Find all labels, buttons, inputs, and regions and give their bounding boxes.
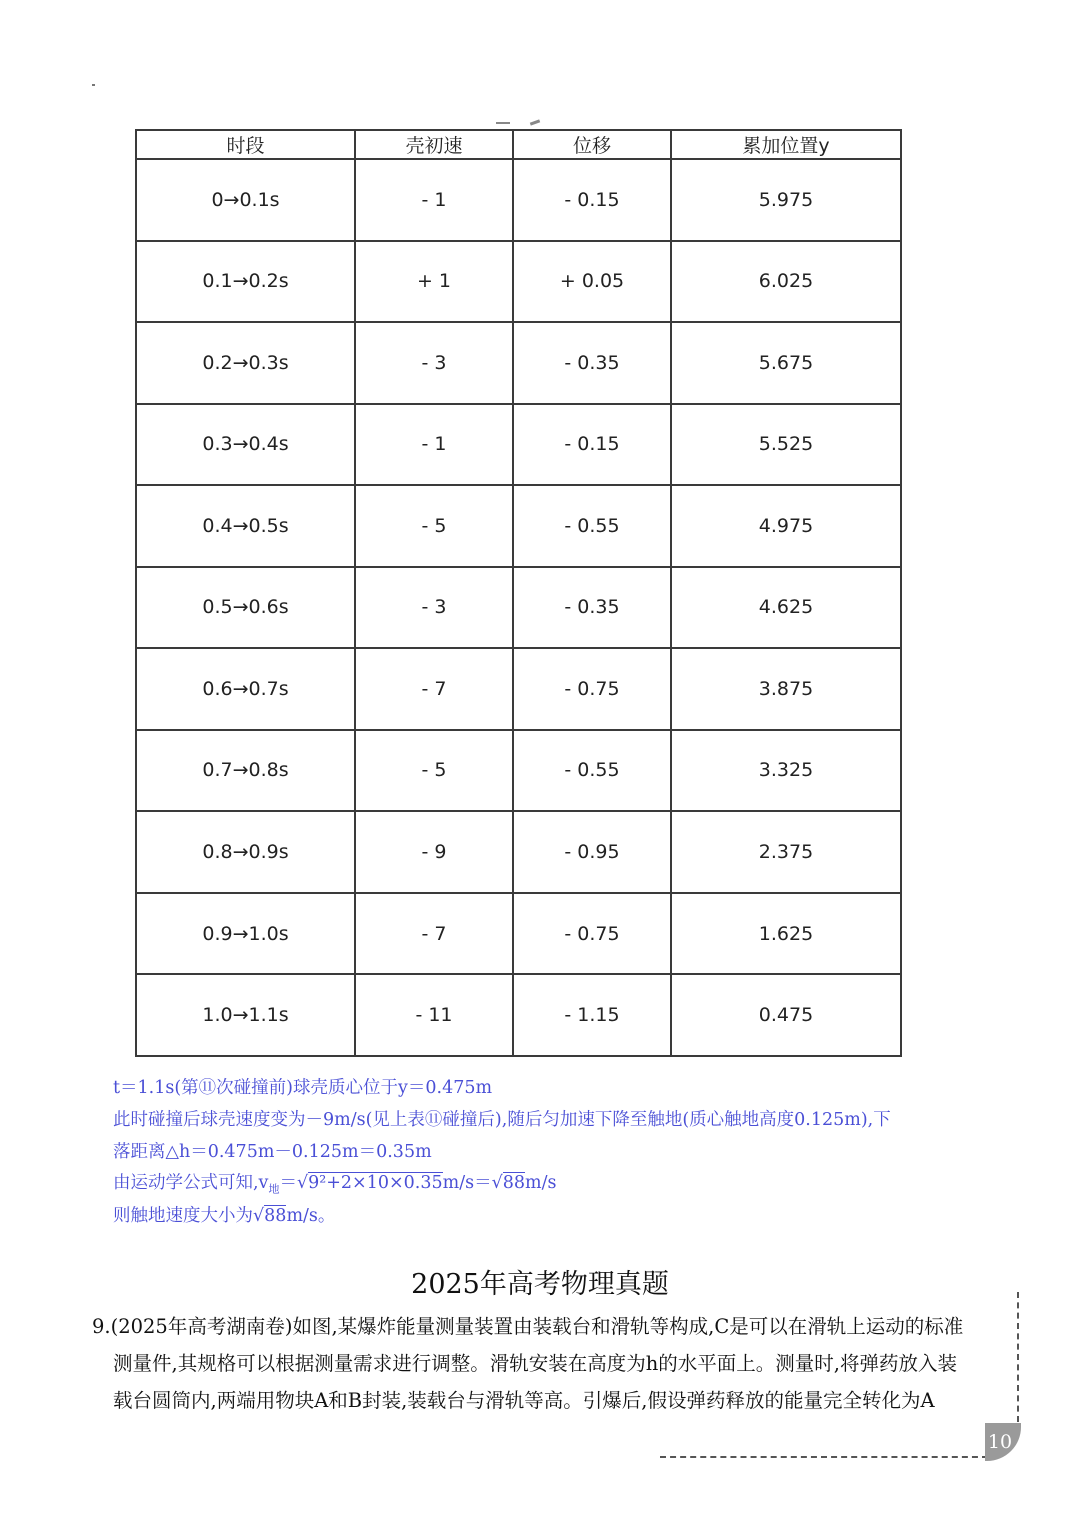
- table-cell: 0.9→1.0s: [136, 893, 355, 975]
- table-cell: 5.675: [671, 322, 901, 404]
- table-cell: 0.4→0.5s: [136, 485, 355, 567]
- table-cell: 5.975: [671, 159, 901, 241]
- table-cell: 0.475: [671, 974, 901, 1056]
- table-cell: - 0.95: [513, 811, 671, 893]
- table-cell: 3.325: [671, 730, 901, 812]
- table-cell: 4.625: [671, 567, 901, 649]
- table-cell: - 1: [355, 159, 513, 241]
- table-cell: 0.6→0.7s: [136, 648, 355, 730]
- table-cell: 3.875: [671, 648, 901, 730]
- table-cell: - 3: [355, 567, 513, 649]
- solution-line-1: t＝1.1s(第⑪次碰撞前)球壳质心位于y＝0.475m: [113, 1078, 493, 1098]
- table-cell: 2.375: [671, 811, 901, 893]
- table-row: [136, 730, 901, 812]
- formula-subscript: 地: [268, 1182, 280, 1196]
- table-cell: 0→0.1s: [136, 159, 355, 241]
- table-cell: - 3: [355, 322, 513, 404]
- table-cell: - 0.15: [513, 159, 671, 241]
- table-row: [136, 485, 901, 567]
- table-cell: 0.1→0.2s: [136, 241, 355, 323]
- table-row: [136, 648, 901, 730]
- radicand: 88: [502, 1173, 526, 1193]
- radicand: 88: [264, 1206, 287, 1226]
- table-cell: - 0.75: [513, 893, 671, 975]
- question-line-2: 测量件,其规格可以根据测量需求进行调整。滑轨安装在高度为h的水平面上。测量时,将弹药放入装: [113, 1352, 957, 1375]
- table-row: [136, 974, 901, 1056]
- table-row: [136, 404, 901, 486]
- question-line-3: 载台圆筒内,两端用物块A和B封装,装载台与滑轨等高。引爆后,假设弹药释放的能量完全转化为A: [113, 1389, 935, 1412]
- header-time-period: 时段: [136, 130, 355, 159]
- table-header-row: [136, 130, 901, 159]
- dashed-border-vertical: [1017, 1292, 1019, 1422]
- table-cell: - 0.75: [513, 648, 671, 730]
- formula-middle: m/s＝: [442, 1173, 492, 1193]
- conclusion-prefix: 则触地速度大小为: [113, 1206, 253, 1226]
- table-cell: - 0.55: [513, 730, 671, 812]
- table-cell: + 0.05: [513, 241, 671, 323]
- table-cell: - 5: [355, 485, 513, 567]
- page-number-tab: [985, 1423, 1021, 1461]
- table-cell: - 1.15: [513, 974, 671, 1056]
- table-cell: - 9: [355, 811, 513, 893]
- table-cell: - 1: [355, 404, 513, 486]
- table-cell: - 11: [355, 974, 513, 1056]
- table-row: [136, 567, 901, 649]
- table-row: [136, 893, 901, 975]
- header-initial-velocity: 壳初速: [355, 130, 513, 159]
- table-cell: - 0.15: [513, 404, 671, 486]
- section-title: 2025年高考物理真题: [411, 1269, 669, 1300]
- table-cell: - 5: [355, 730, 513, 812]
- sqrt-sign: √: [491, 1173, 503, 1193]
- solution-line-3: 落距离△h＝0.475m－0.125m＝0.35m: [113, 1142, 432, 1162]
- table-cell: 0.8→0.9s: [136, 811, 355, 893]
- table-cell: 0.3→0.4s: [136, 404, 355, 486]
- solution-line-4: [113, 1169, 557, 1197]
- table-cell: 1.625: [671, 893, 901, 975]
- solution-line-5: [113, 1202, 335, 1227]
- table-cell: 5.525: [671, 404, 901, 486]
- formula-equals: ＝: [279, 1173, 297, 1193]
- table-cell: 1.0→1.1s: [136, 974, 355, 1056]
- table-cell: 0.2→0.3s: [136, 322, 355, 404]
- table-row: [136, 159, 901, 241]
- table-cell: - 0.35: [513, 567, 671, 649]
- sqrt-sign: √: [253, 1206, 265, 1226]
- table-cell: 0.7→0.8s: [136, 730, 355, 812]
- table-cell: 0.5→0.6s: [136, 567, 355, 649]
- table-cell: - 7: [355, 648, 513, 730]
- header-displacement: 位移: [513, 130, 671, 159]
- radicand: 9²+2×10×0.35: [308, 1173, 443, 1193]
- conclusion-unit: m/s。: [286, 1206, 336, 1226]
- table-cell: 4.975: [671, 485, 901, 567]
- table-cell: - 7: [355, 893, 513, 975]
- sqrt-sign: √: [296, 1173, 309, 1193]
- header-cumulative-position: 累加位置y: [671, 130, 901, 159]
- table-row: [136, 241, 901, 323]
- page-number: 10: [987, 1431, 1013, 1453]
- solution-line-2: 此时碰撞后球壳速度变为－9m/s(见上表⑪碰撞后),随后匀加速下降至触地(质心触地高度0.125m),下: [113, 1110, 891, 1130]
- formula-prefix: 由运动学公式可知,v: [113, 1173, 269, 1193]
- page-speck: [92, 84, 95, 86]
- table-cell: 6.025: [671, 241, 901, 323]
- question-line-1: 9.(2025年高考湖南卷)如图,某爆炸能量测量装置由装载台和滑轨等构成,C是可以在滑轨上运动的标准: [92, 1315, 964, 1338]
- table-cell: - 0.55: [513, 485, 671, 567]
- motion-data-table: [135, 129, 902, 1057]
- table-cell: - 0.35: [513, 322, 671, 404]
- table-cell: + 1: [355, 241, 513, 323]
- scan-mark: [496, 122, 510, 124]
- scan-mark: [530, 119, 540, 125]
- dashed-border-horizontal: [660, 1456, 988, 1458]
- formula-unit: m/s: [525, 1173, 557, 1193]
- table-row: [136, 322, 901, 404]
- table-row: [136, 811, 901, 893]
